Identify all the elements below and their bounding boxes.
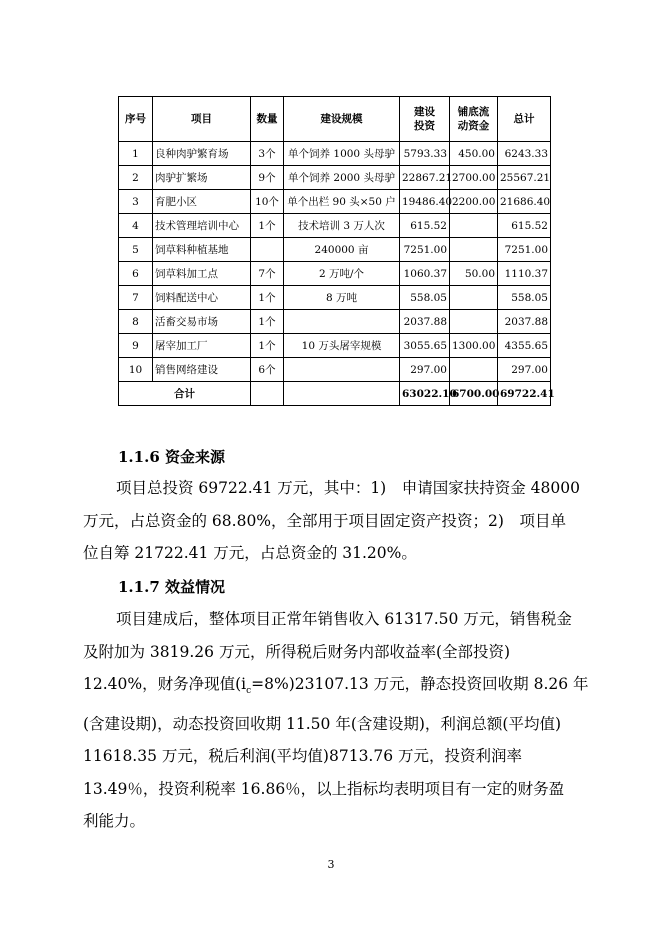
cell-index: 6 bbox=[119, 262, 153, 286]
cell-total: 6243.33 bbox=[498, 142, 551, 166]
cell-total: 25567.21 bbox=[498, 166, 551, 190]
cell-index: 1 bbox=[119, 142, 153, 166]
cell-qty bbox=[251, 238, 284, 262]
cell-scale: 10 万头屠宰规模 bbox=[284, 334, 400, 358]
cell-construction: 558.05 bbox=[400, 286, 450, 310]
paragraph-line: 12.40%，财务净现值$(i_c=8\%)23107.13$ 万元，静态投资回收期 8.26 年 bbox=[83, 675, 589, 697]
cell-scale: 2 万吨/个 bbox=[284, 262, 400, 286]
header-item: 项目 bbox=[153, 97, 251, 142]
paragraph-line: (含建设期)，动态投资回收期 11.50 年(含建设期)，利润总额(平均值) bbox=[83, 714, 562, 733]
cell-scale: 单个饲养 1000 头母驴 bbox=[284, 142, 400, 166]
table-total-row bbox=[119, 382, 551, 406]
cell-item: 饲料配送中心 bbox=[153, 286, 251, 310]
paragraph-line: 及附加为 3819.26 万元，所得税后财务内部收益率(全部投资) bbox=[83, 642, 511, 661]
cell-construction: 1060.37 bbox=[400, 262, 450, 286]
cell-index: 2 bbox=[119, 166, 153, 190]
cell-total: 21686.40 bbox=[498, 190, 551, 214]
cell-scale bbox=[284, 310, 400, 334]
table-row bbox=[119, 358, 551, 382]
paragraph-line: 11618.35 万元，税后利润(平均值)8713.76 万元，投资利润率 bbox=[83, 747, 523, 766]
cell-qty: 7个 bbox=[251, 262, 284, 286]
paragraph-line: 万元，占总资金的 68.80%，全部用于项目固定资产投资；2) 项目单 bbox=[83, 511, 566, 530]
cell-construction: 3055.65 bbox=[400, 334, 450, 358]
table-body bbox=[119, 142, 555, 406]
cell-construction: 615.52 bbox=[400, 214, 450, 238]
cell-scale: 单个出栏 90 头×50 户 bbox=[284, 190, 400, 214]
table-row bbox=[119, 190, 551, 214]
cell-working-capital bbox=[450, 286, 498, 310]
cell-total: 297.00 bbox=[498, 358, 551, 382]
cell-total: 615.52 bbox=[498, 214, 551, 238]
cell-index: 4 bbox=[119, 214, 153, 238]
cell-working-capital: 450.00 bbox=[450, 142, 498, 166]
header-total: 总计 bbox=[498, 97, 551, 142]
paragraph-line: 13.49％，投资利税率 16.86％，以上指标均表明项目有一定的财务盈 bbox=[83, 779, 565, 798]
table-row bbox=[119, 214, 551, 238]
cell-item: 技术管理培训中心 bbox=[153, 214, 251, 238]
total-empty-scale bbox=[284, 382, 400, 406]
header-construction: 建设 投资 bbox=[400, 97, 450, 142]
cell-index: 5 bbox=[119, 238, 153, 262]
cell-qty: 9个 bbox=[251, 166, 284, 190]
table-row bbox=[119, 142, 551, 166]
cell-index: 7 bbox=[119, 286, 153, 310]
cell-item: 销售网络建设 bbox=[153, 358, 251, 382]
total-sum: 69722.41 bbox=[498, 382, 551, 406]
cell-index: 9 bbox=[119, 334, 153, 358]
table-row bbox=[119, 286, 551, 310]
cell-construction: 22867.21 bbox=[400, 166, 450, 190]
cell-item: 育肥小区 bbox=[153, 190, 251, 214]
total-empty-qty bbox=[251, 382, 284, 406]
table-row bbox=[119, 238, 551, 262]
cell-index: 8 bbox=[119, 310, 153, 334]
table-row bbox=[119, 166, 551, 190]
cell-qty: 1个 bbox=[251, 334, 284, 358]
cell-item: 饲草料种植基地 bbox=[153, 238, 251, 262]
benefits-paragraph bbox=[83, 603, 589, 838]
investment-table bbox=[118, 96, 555, 406]
table-header-row bbox=[119, 97, 551, 142]
header-scale: 建设规模 bbox=[284, 97, 400, 142]
table-row bbox=[119, 262, 551, 286]
table-row bbox=[119, 310, 551, 334]
page-number: 3 bbox=[327, 858, 335, 871]
cell-index: 10 bbox=[119, 358, 153, 382]
cell-item: 肉驴扩繁场 bbox=[153, 166, 251, 190]
header-qty: 数量 bbox=[251, 97, 284, 142]
cell-qty: 1个 bbox=[251, 310, 284, 334]
cell-construction: 5793.33 bbox=[400, 142, 450, 166]
cell-total: 558.05 bbox=[498, 286, 551, 310]
cell-working-capital bbox=[450, 238, 498, 262]
cell-total: 2037.88 bbox=[498, 310, 551, 334]
cell-scale: 240000 亩 bbox=[284, 238, 400, 262]
cell-item: 良种肉驴繁育场 bbox=[153, 142, 251, 166]
cell-working-capital: 50.00 bbox=[450, 262, 498, 286]
cell-construction: 2037.88 bbox=[400, 310, 450, 334]
cell-qty: 3个 bbox=[251, 142, 284, 166]
cell-item: 屠宰加工厂 bbox=[153, 334, 251, 358]
total-working-capital: 6700.00 bbox=[450, 382, 498, 406]
cell-scale bbox=[284, 358, 400, 382]
cell-working-capital bbox=[450, 214, 498, 238]
cell-item: 饲草料加工点 bbox=[153, 262, 251, 286]
cell-total: 7251.00 bbox=[498, 238, 551, 262]
cell-scale: 技术培训 3 万人次 bbox=[284, 214, 400, 238]
cell-total: 1110.37 bbox=[498, 262, 551, 286]
cell-scale: 单个饲养 2000 头母驴 bbox=[284, 166, 400, 190]
cell-working-capital bbox=[450, 358, 498, 382]
cell-construction: 7251.00 bbox=[400, 238, 450, 262]
section-heading-benefits: 1.1.7 效益情况 bbox=[118, 578, 225, 596]
paragraph-line: 位自筹 21722.41 万元，占总资金的 31.20%。 bbox=[83, 544, 417, 562]
total-construction: 63022.10 bbox=[400, 382, 450, 406]
header-working-capital: 铺底流 动资金 bbox=[450, 97, 498, 142]
cell-working-capital: 2700.00 bbox=[450, 166, 498, 190]
cell-scale: 8 万吨 bbox=[284, 286, 400, 310]
table-row bbox=[119, 334, 551, 358]
paragraph-line: 项目总投资 69722.41 万元，其中：1) 申请国家扶持资金 48000 bbox=[116, 479, 580, 497]
cell-working-capital bbox=[450, 310, 498, 334]
cell-item: 活畜交易市场 bbox=[153, 310, 251, 334]
funding-paragraph bbox=[83, 472, 589, 570]
paragraph-line: 利能力。 bbox=[83, 812, 146, 831]
cell-qty: 1个 bbox=[251, 214, 284, 238]
section-heading-funding: 1.1.6 资金来源 bbox=[118, 448, 225, 466]
cell-working-capital: 1300.00 bbox=[450, 334, 498, 358]
cell-qty: 10个 bbox=[251, 190, 284, 214]
cell-qty: 6个 bbox=[251, 358, 284, 382]
cell-construction: 297.00 bbox=[400, 358, 450, 382]
cell-total: 4355.65 bbox=[498, 334, 551, 358]
cell-construction: 19486.40 bbox=[400, 190, 450, 214]
cell-index: 3 bbox=[119, 190, 153, 214]
cell-working-capital: 2200.00 bbox=[450, 190, 498, 214]
total-label: 合计 bbox=[119, 382, 251, 406]
paragraph-line: 项目建成后，整体项目正常年销售收入 61317.50 万元，销售税金 bbox=[116, 610, 572, 628]
header-index: 序号 bbox=[119, 97, 153, 142]
cell-qty: 1个 bbox=[251, 286, 284, 310]
